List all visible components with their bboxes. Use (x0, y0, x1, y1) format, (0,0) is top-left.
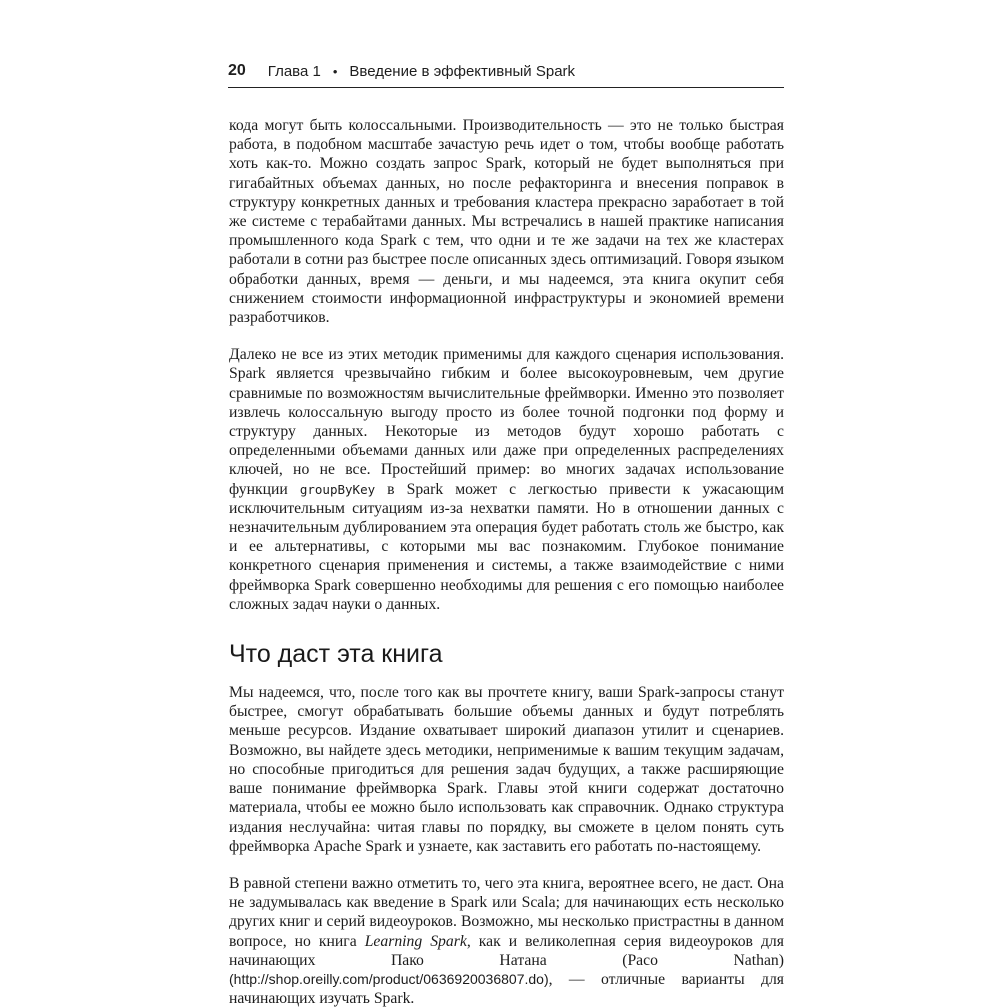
section-heading: Что даст эта книга (229, 640, 443, 669)
paragraph-2-text-b: в Spark может с легкостью привести к ужасающим исключительным ситуациям из-за нехватки памяти. Но в отношении данных с незначительным дублированием эта операция будет работать столь же быстро, как и ее альтернативы, с которыми мы вас познакомим. Глубокое понимание конкретного сценария применения и системы, а также взаимодействие с ними фреймворка Spark совершенно необходимы для решения с его помощью наиболее сложных задач науки о данных. (229, 480, 784, 613)
paragraph-4-text-c: , — отличные варианты для начинающих изучать Spark. (229, 970, 784, 1008)
paragraph-2-text-a: Далеко не все из этих методик применимы для каждого сценария использования. Spark является чрезвычайно гибким и более высокоуровневым, чем другие сравнимые по возможностям вычислительные фреймворки. Именно это позволяет извлечь колоссальную выгоду просто из более точной подгонки под форму и структуру данных. Некоторые из методов будут хорошо работать с определенными объемами данных или даже при определенных распределениях ключей, но не все. Простейший пример: во многих задачах использование функции (229, 346, 784, 498)
header-bullet: • (332, 63, 338, 79)
chapter-label: Глава 1 (267, 62, 321, 80)
page-body (229, 116, 784, 1008)
paragraph-4-text-b: , как и великолепная серия видеоуроков для начинающих Пако Натана (Paco Nathan) (229, 932, 784, 969)
paragraph-2 (229, 345, 784, 614)
header-divider (228, 87, 784, 88)
paragraph-1: кода могут быть колоссальными. Производительность — это не только быстрая работа, в подобном масштабе зачастую речь идет о том, чтобы вообще работать хоть как-то. Можно создать запрос Spark, который не будет выполняться при гигабайтных объемах данных, но после рефакторинга и внесения поправок в структуру конкретных данных и требования кластера прекрасно заработает в той же системе с терабайтами данных. Мы встречались в нашей практике написания промышленного кода Spark с тем, что одни и те же задачи на тех же кластерах работали в сотни раз быстрее после описанных здесь оптимизаций. Говоря языком обработки данных, время — деньги, и мы надеемся, эта книга окупит себя снижением стоимости информационной инфраструктуры и экономией времени разработчиков. (229, 117, 784, 327)
page-number: 20 (228, 62, 246, 79)
chapter-title: Введение в эффективный Spark (349, 62, 576, 80)
book-title-learning-spark: Learning Spark (364, 932, 467, 950)
oreilly-url-link[interactable]: (http://shop.oreilly.com/product/0636920036807.do) (229, 970, 549, 987)
running-header (228, 58, 784, 84)
code-groupbykey: groupByKey (299, 481, 376, 497)
paragraph-3: Мы надеемся, что, после того как вы прочтете книгу, ваши Spark-запросы станут быстрее, смогут обрабатывать большие объемы данных и будут потреблять меньше ресурсов. Издание охватывает широкий диапазон утилит и сценариев. Возможно, вы найдете здесь методики, неприменимые к вашим текущим задачам, но способные пригодиться для решения задач будущих, а также расширяющие ваше понимание фреймворка Spark. Главы этой книги содержат достаточно материала, чтобы ее можно было использовать как справочник. Однако структура издания неслучайна: читая главы по порядку, вы сможете в целом понять суть фреймворка Apache Spark и узнаете, как заставить его работать по-настоящему. (229, 684, 784, 855)
paragraph-4-text-a: В равной степени важно отметить то, чего эта книга, вероятнее всего, не даст. Она не задумывалась как введение в Spark или Scala; для начинающих есть несколько других книг и серий видеоуроков. Возможно, мы несколько пристрастны в данном вопросе, но книга (229, 874, 784, 950)
paragraph-4 (229, 874, 784, 1008)
